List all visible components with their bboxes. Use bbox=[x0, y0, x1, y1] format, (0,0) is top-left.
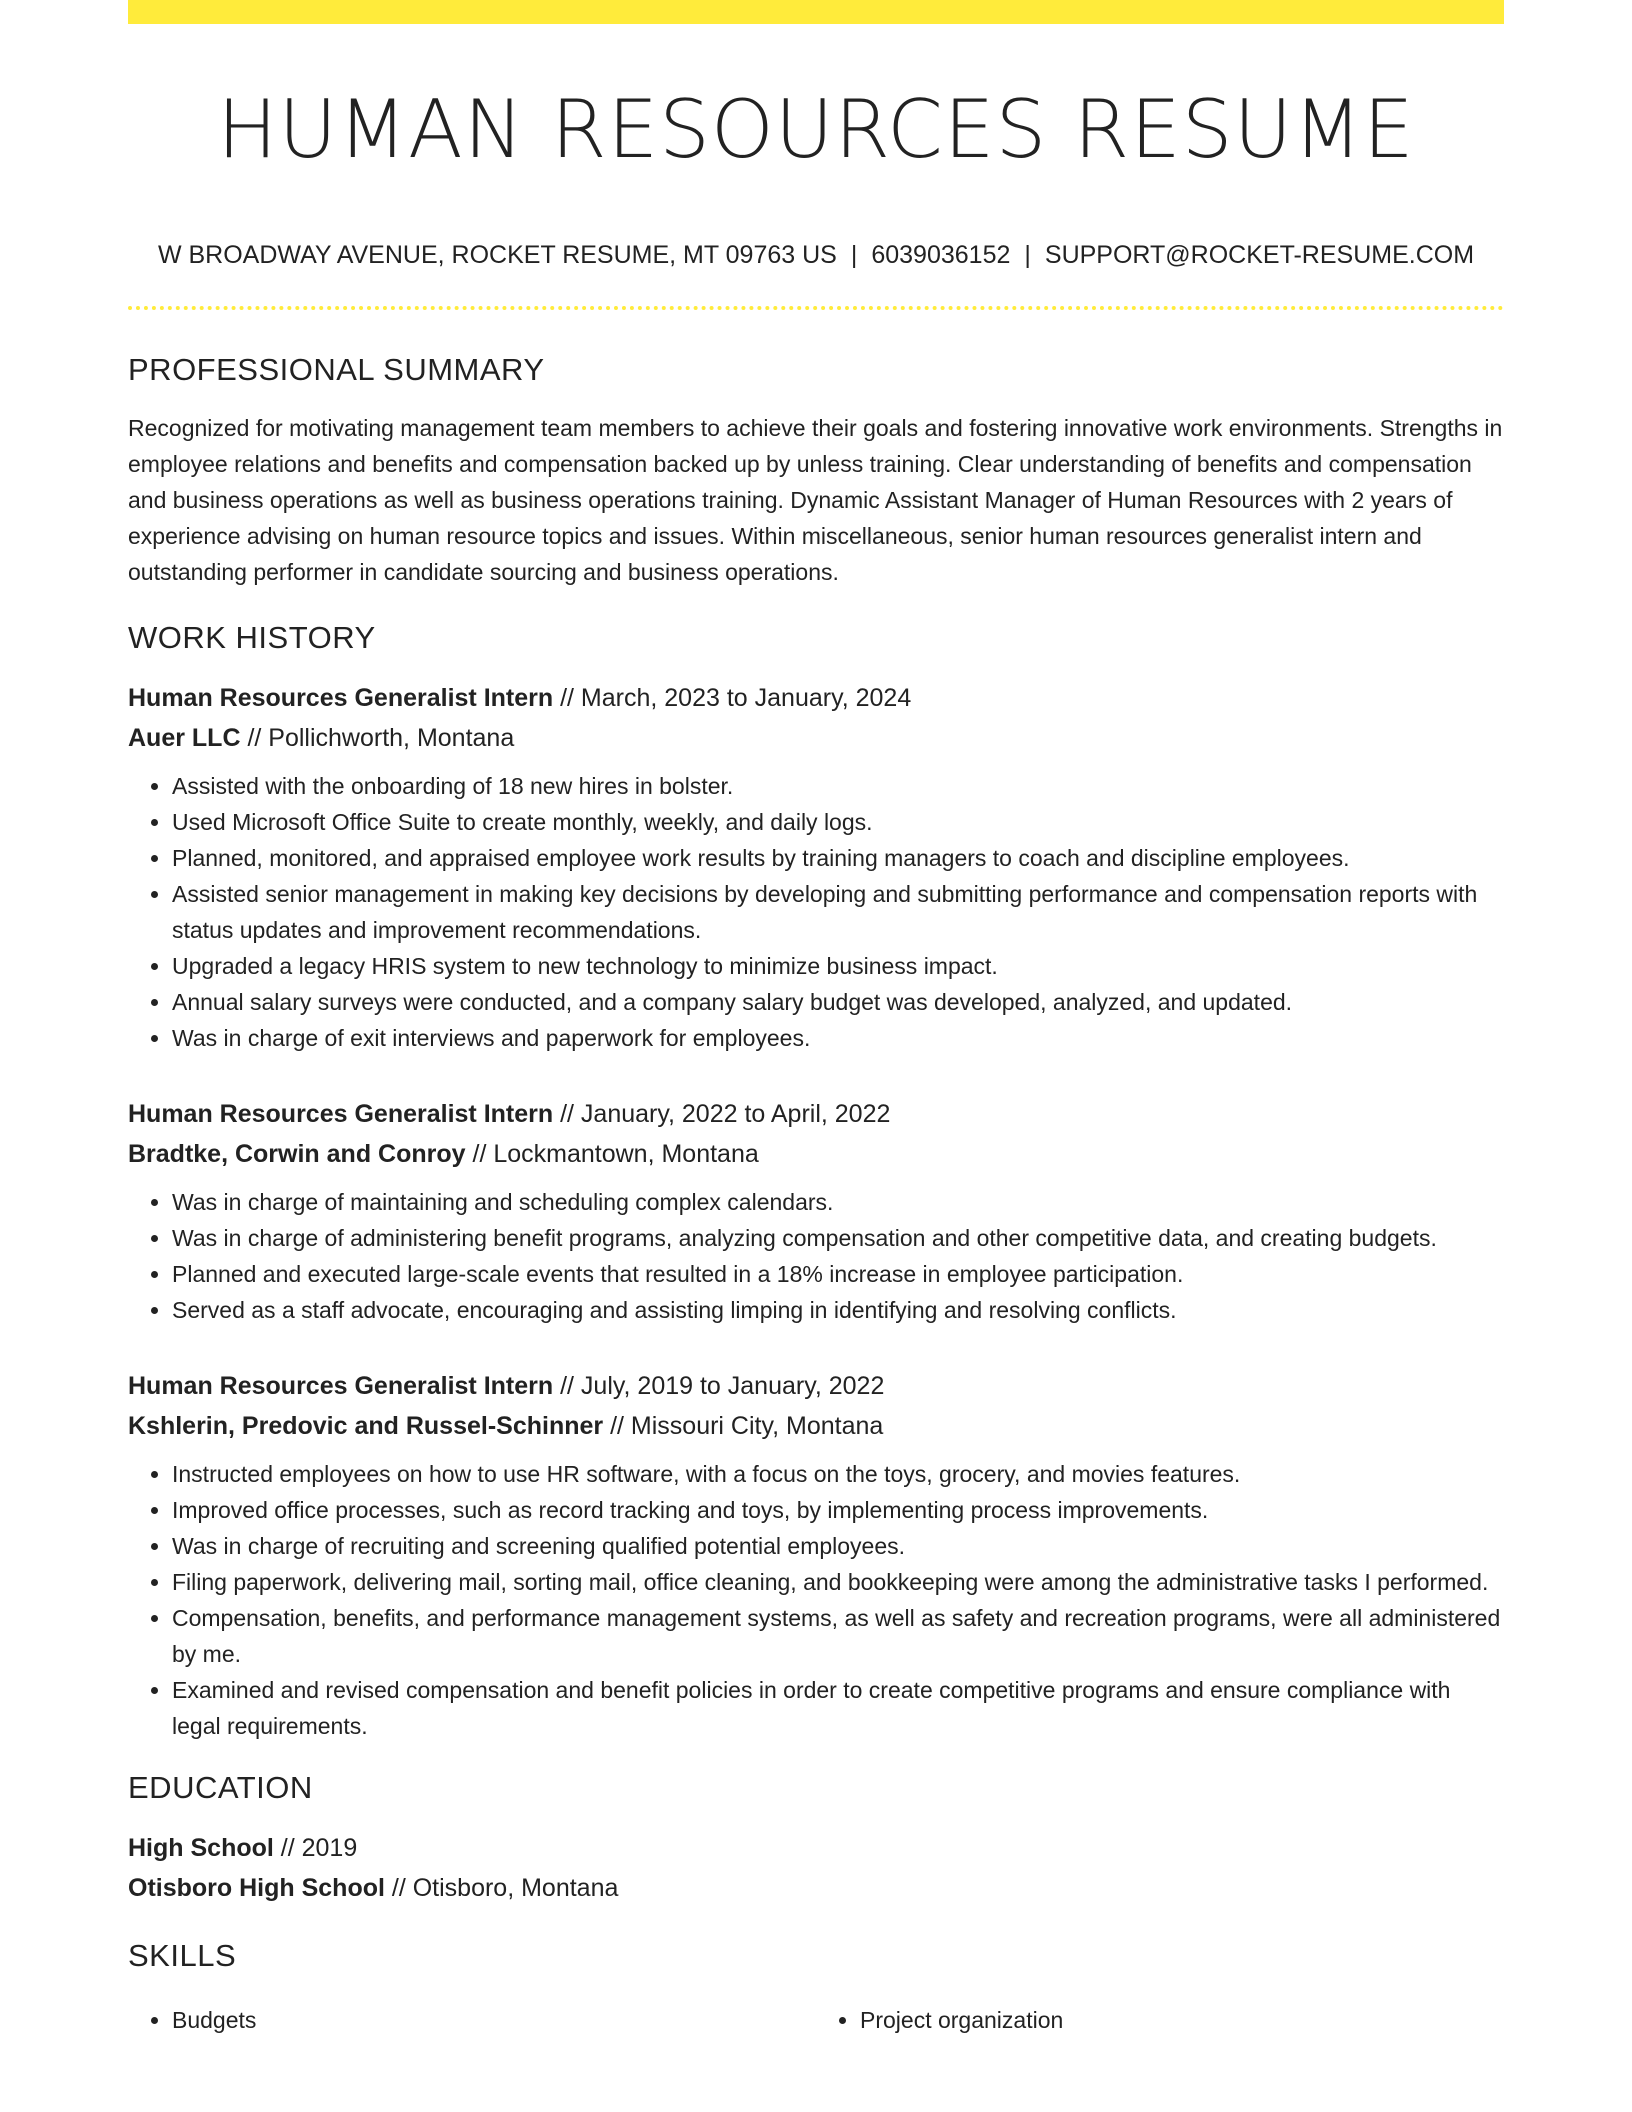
company-location: // Pollichworth, Montana bbox=[240, 724, 515, 752]
list-item: • Project organization bbox=[860, 2002, 1504, 2038]
job-bullets bbox=[128, 1184, 1504, 1328]
job-bullets bbox=[128, 768, 1504, 1056]
resume-content bbox=[128, 350, 1504, 2038]
skills-list-left bbox=[128, 2002, 816, 2038]
list-item: • Assisted senior management in making key decisions by developing and submitting performance and compensation reports with status updates and improvement recommendations. bbox=[172, 876, 1504, 948]
list-item: • Filing paperwork, delivering mail, sorting mail, office cleaning, and bookkeeping were among the administrative tasks I performed. bbox=[172, 1564, 1504, 1600]
summary-text: Recognized for motivating management team members to achieve their goals and fostering innovative work environments. Strengths in employee relations and benefits and compensation backed up by unless training. Clear understanding of benefits and compensation and business operations as well as business operations training. Dynamic Assistant Manager of Human Resources with 2 years of experience advising on human resource topics and issues. Within miscellaneous, senior human resources generalist intern and outstanding performer in candidate sourcing and business operations. bbox=[128, 415, 1503, 585]
list-item: • Was in charge of exit interviews and paperwork for employees. bbox=[172, 1020, 1504, 1056]
list-item: • Compensation, benefits, and performance management systems, as well as safety and recreation programs, were all administered by me. bbox=[172, 1600, 1504, 1672]
degree: High School bbox=[128, 1834, 274, 1862]
list-item: • Assisted with the onboarding of 18 new hires in bolster. bbox=[172, 768, 1504, 804]
job-entry bbox=[128, 678, 1504, 1056]
skills-section bbox=[128, 1936, 1504, 2038]
address: W BROADWAY AVENUE, ROCKET RESUME, MT 09763 US bbox=[157, 241, 837, 269]
list-item: • Upgraded a legacy HRIS system to new technology to minimize business impact. bbox=[172, 948, 1504, 984]
contact-line bbox=[128, 238, 1504, 272]
school-name: Otisboro High School bbox=[128, 1874, 385, 1902]
list-item: • Examined and revised compensation and benefit policies in order to create competitive programs and ensure compliance with legal requirements. bbox=[172, 1672, 1504, 1744]
list-item: • Improved office processes, such as record tracking and toys, by implementing process improvements. bbox=[172, 1492, 1504, 1528]
job-entry bbox=[128, 1366, 1504, 1744]
section-heading: WORK HISTORY bbox=[128, 620, 376, 655]
job-title: Human Resources Generalist Intern bbox=[128, 1372, 554, 1400]
company-name: Kshlerin, Predovic and Russel-Schinner bbox=[128, 1412, 604, 1440]
dotted-divider bbox=[128, 306, 1504, 310]
phone: 6039036152 bbox=[871, 241, 1011, 269]
list-item: • Served as a staff advocate, encouraging and assisting limping in identifying and resolving conflicts. bbox=[172, 1292, 1504, 1328]
job-dates: // July, 2019 to January, 2022 bbox=[553, 1372, 885, 1400]
email-link[interactable]: SUPPORT@ROCKET-RESUME.COM bbox=[1044, 241, 1475, 269]
list-item: • Annual salary surveys were conducted, and a company salary budget was developed, analyzed, and updated. bbox=[172, 984, 1504, 1020]
job-company-line bbox=[128, 1134, 1504, 1174]
list-item: • Was in charge of maintaining and scheduling complex calendars. bbox=[172, 1184, 1504, 1220]
accent-bar bbox=[128, 0, 1504, 24]
education-section bbox=[128, 1768, 1504, 1908]
degree-line bbox=[128, 1828, 1504, 1868]
list-item: • Was in charge of recruiting and screening qualified potential employees. bbox=[172, 1528, 1504, 1564]
section-heading: EDUCATION bbox=[128, 1770, 313, 1805]
job-title-line bbox=[128, 1094, 1504, 1134]
list-item: • Planned and executed large-scale events that resulted in a 18% increase in employee participation. bbox=[172, 1256, 1504, 1292]
job-entry bbox=[128, 1094, 1504, 1328]
job-title: Human Resources Generalist Intern bbox=[128, 684, 554, 712]
summary-section bbox=[128, 350, 1504, 590]
list-item: • Was in charge of administering benefit programs, analyzing compensation and other competitive data, and creating budgets. bbox=[172, 1220, 1504, 1256]
skills-columns bbox=[128, 1996, 1504, 2038]
list-item: • Planned, monitored, and appraised employee work results by training managers to coach and discipline employees. bbox=[172, 840, 1504, 876]
job-bullets bbox=[128, 1456, 1504, 1744]
company-name: Bradtke, Corwin and Conroy bbox=[128, 1140, 466, 1168]
list-item: • Instructed employees on how to use HR software, with a focus on the toys, grocery, and movies features. bbox=[172, 1456, 1504, 1492]
job-dates: // March, 2023 to January, 2024 bbox=[553, 684, 912, 712]
school-line bbox=[128, 1868, 1504, 1908]
section-heading: SKILLS bbox=[128, 1938, 237, 1973]
separator: | bbox=[1024, 241, 1031, 269]
list-item: • Budgets bbox=[172, 2002, 816, 2038]
job-company-line bbox=[128, 1406, 1504, 1446]
job-title: Human Resources Generalist Intern bbox=[128, 1100, 554, 1128]
list-item: • Used Microsoft Office Suite to create monthly, weekly, and daily logs. bbox=[172, 804, 1504, 840]
work-history-section bbox=[128, 618, 1504, 1744]
company-name: Auer LLC bbox=[128, 724, 241, 752]
resume-title: HUMAN RESOURCES RESUME bbox=[217, 83, 1415, 176]
company-location: // Lockmantown, Montana bbox=[465, 1140, 759, 1168]
school-location: // Otisboro, Montana bbox=[384, 1874, 619, 1902]
skills-list-right bbox=[816, 2002, 1504, 2038]
job-dates: // January, 2022 to April, 2022 bbox=[553, 1100, 891, 1128]
job-title-line bbox=[128, 1366, 1504, 1406]
job-company-line bbox=[128, 718, 1504, 758]
separator: | bbox=[850, 241, 858, 269]
job-title-line bbox=[128, 678, 1504, 718]
company-location: // Missouri City, Montana bbox=[603, 1412, 884, 1440]
graduation-year: // 2019 bbox=[273, 1834, 358, 1862]
section-heading: PROFESSIONAL SUMMARY bbox=[128, 352, 545, 387]
